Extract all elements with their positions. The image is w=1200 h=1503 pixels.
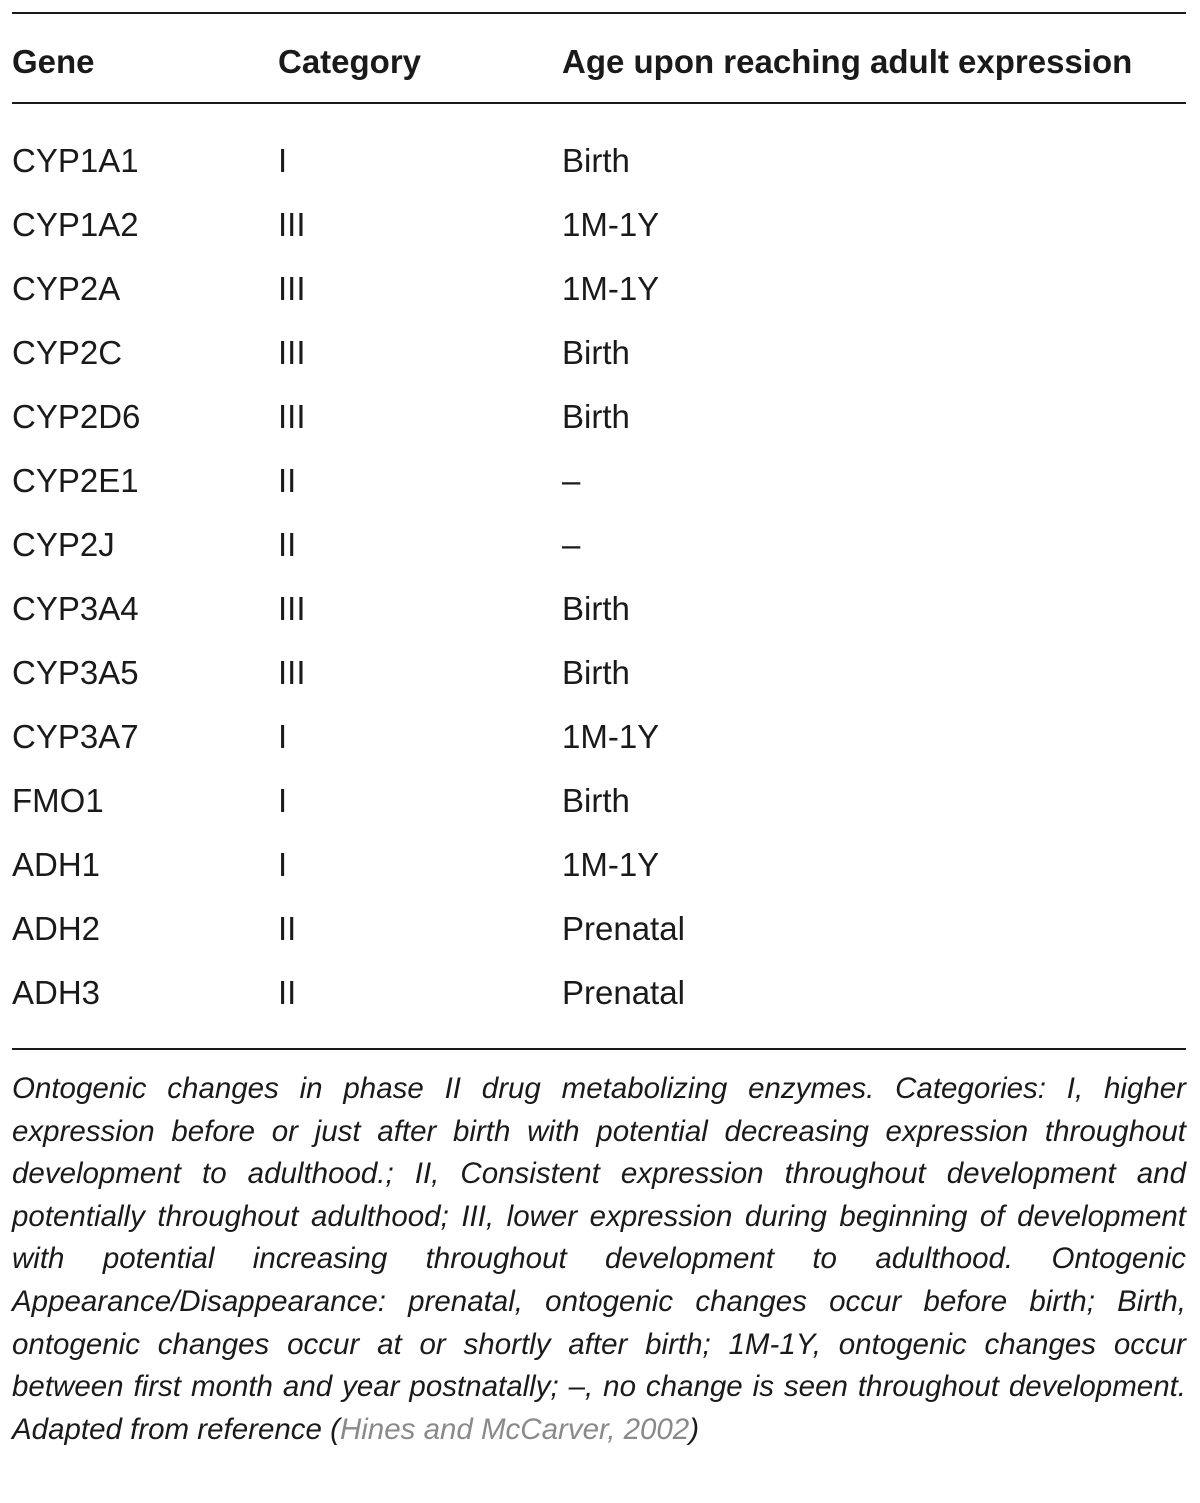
table-row: [0, 833, 1200, 897]
age-cell: –: [562, 462, 581, 499]
gene-cell: CYP2C: [12, 334, 123, 371]
age-cell: Birth: [562, 334, 630, 371]
category-cell: III: [278, 206, 306, 243]
table-body: [0, 129, 1200, 1025]
gene-cell: CYP2J: [12, 526, 115, 563]
header-category: Category: [278, 43, 422, 80]
age-cell: 1M-1Y: [562, 846, 660, 883]
caption-text: Ontogenic changes in phase II drug metabolizing enzymes. Categories: I, higher expression before or just after birth with potential decreasing expression throughout development to adulthood.; II, Consistent expression throughout development and potentially throughout adulthood; III, lower expression during beginning of development with potential increasing throughout development to adulthood. Ontogenic Appearance/Disappearance: prenatal, ontogenic changes occur before birth; Birth, ontogenic changes occur at or shortly after birth; 1M-1Y, ontogenic changes occur between first month and year postnatally; –, no change is seen throughout development. Adapted from reference (: [12, 1072, 1186, 1446]
gene-cell: ADH3: [12, 974, 101, 1011]
category-cell: I: [278, 782, 288, 819]
gene-cell: ADH1: [12, 846, 101, 883]
age-cell: Birth: [562, 398, 630, 435]
age-cell: 1M-1Y: [562, 206, 660, 243]
category-cell: III: [278, 654, 306, 691]
table-caption: [12, 1068, 1186, 1451]
age-cell: 1M-1Y: [562, 718, 660, 755]
age-cell: Birth: [562, 590, 630, 627]
table-row: [0, 513, 1200, 577]
table-row: [0, 769, 1200, 833]
header-gene: Gene: [12, 43, 95, 80]
table-row: [0, 897, 1200, 961]
category-cell: III: [278, 398, 306, 435]
reference-link[interactable]: Hines and McCarver, 2002: [339, 1412, 690, 1446]
table-row: [0, 961, 1200, 1025]
category-cell: II: [278, 910, 297, 947]
gene-cell: CYP2A: [12, 270, 121, 307]
category-cell: III: [278, 270, 306, 307]
gene-cell: CYP3A4: [12, 590, 139, 627]
category-cell: I: [278, 846, 288, 883]
table-bottom-rule: [12, 1048, 1186, 1050]
category-cell: II: [278, 526, 297, 563]
category-cell: III: [278, 590, 306, 627]
gene-cell: CYP1A2: [12, 206, 139, 243]
gene-cell: FMO1: [12, 782, 104, 819]
gene-cell: CYP1A1: [12, 142, 139, 179]
gene-cell: CYP3A7: [12, 718, 139, 755]
age-cell: 1M-1Y: [562, 270, 660, 307]
category-cell: I: [278, 142, 288, 179]
table-row: [0, 705, 1200, 769]
category-cell: I: [278, 718, 288, 755]
table-row: [0, 641, 1200, 705]
caption-closing: ): [689, 1412, 700, 1446]
gene-cell: ADH2: [12, 910, 101, 947]
category-cell: II: [278, 462, 297, 499]
table-row: [0, 321, 1200, 385]
age-cell: –: [562, 526, 581, 563]
header-rule: [12, 102, 1186, 104]
age-cell: Prenatal: [562, 910, 685, 947]
age-cell: Birth: [562, 654, 630, 691]
table-row: [0, 449, 1200, 513]
category-cell: II: [278, 974, 297, 1011]
table-top-rule: [12, 12, 1186, 14]
age-cell: Prenatal: [562, 974, 685, 1011]
age-cell: Birth: [562, 142, 630, 179]
category-cell: III: [278, 334, 306, 371]
age-cell: Birth: [562, 782, 630, 819]
table-row: [0, 193, 1200, 257]
gene-cell: CYP2D6: [12, 398, 141, 435]
table-row: [0, 577, 1200, 641]
header-age: Age upon reaching adult expression: [562, 43, 1133, 80]
table-row: [0, 385, 1200, 449]
gene-cell: CYP2E1: [12, 462, 139, 499]
gene-cell: CYP3A5: [12, 654, 139, 691]
table-row: [0, 257, 1200, 321]
table-row: [0, 129, 1200, 193]
